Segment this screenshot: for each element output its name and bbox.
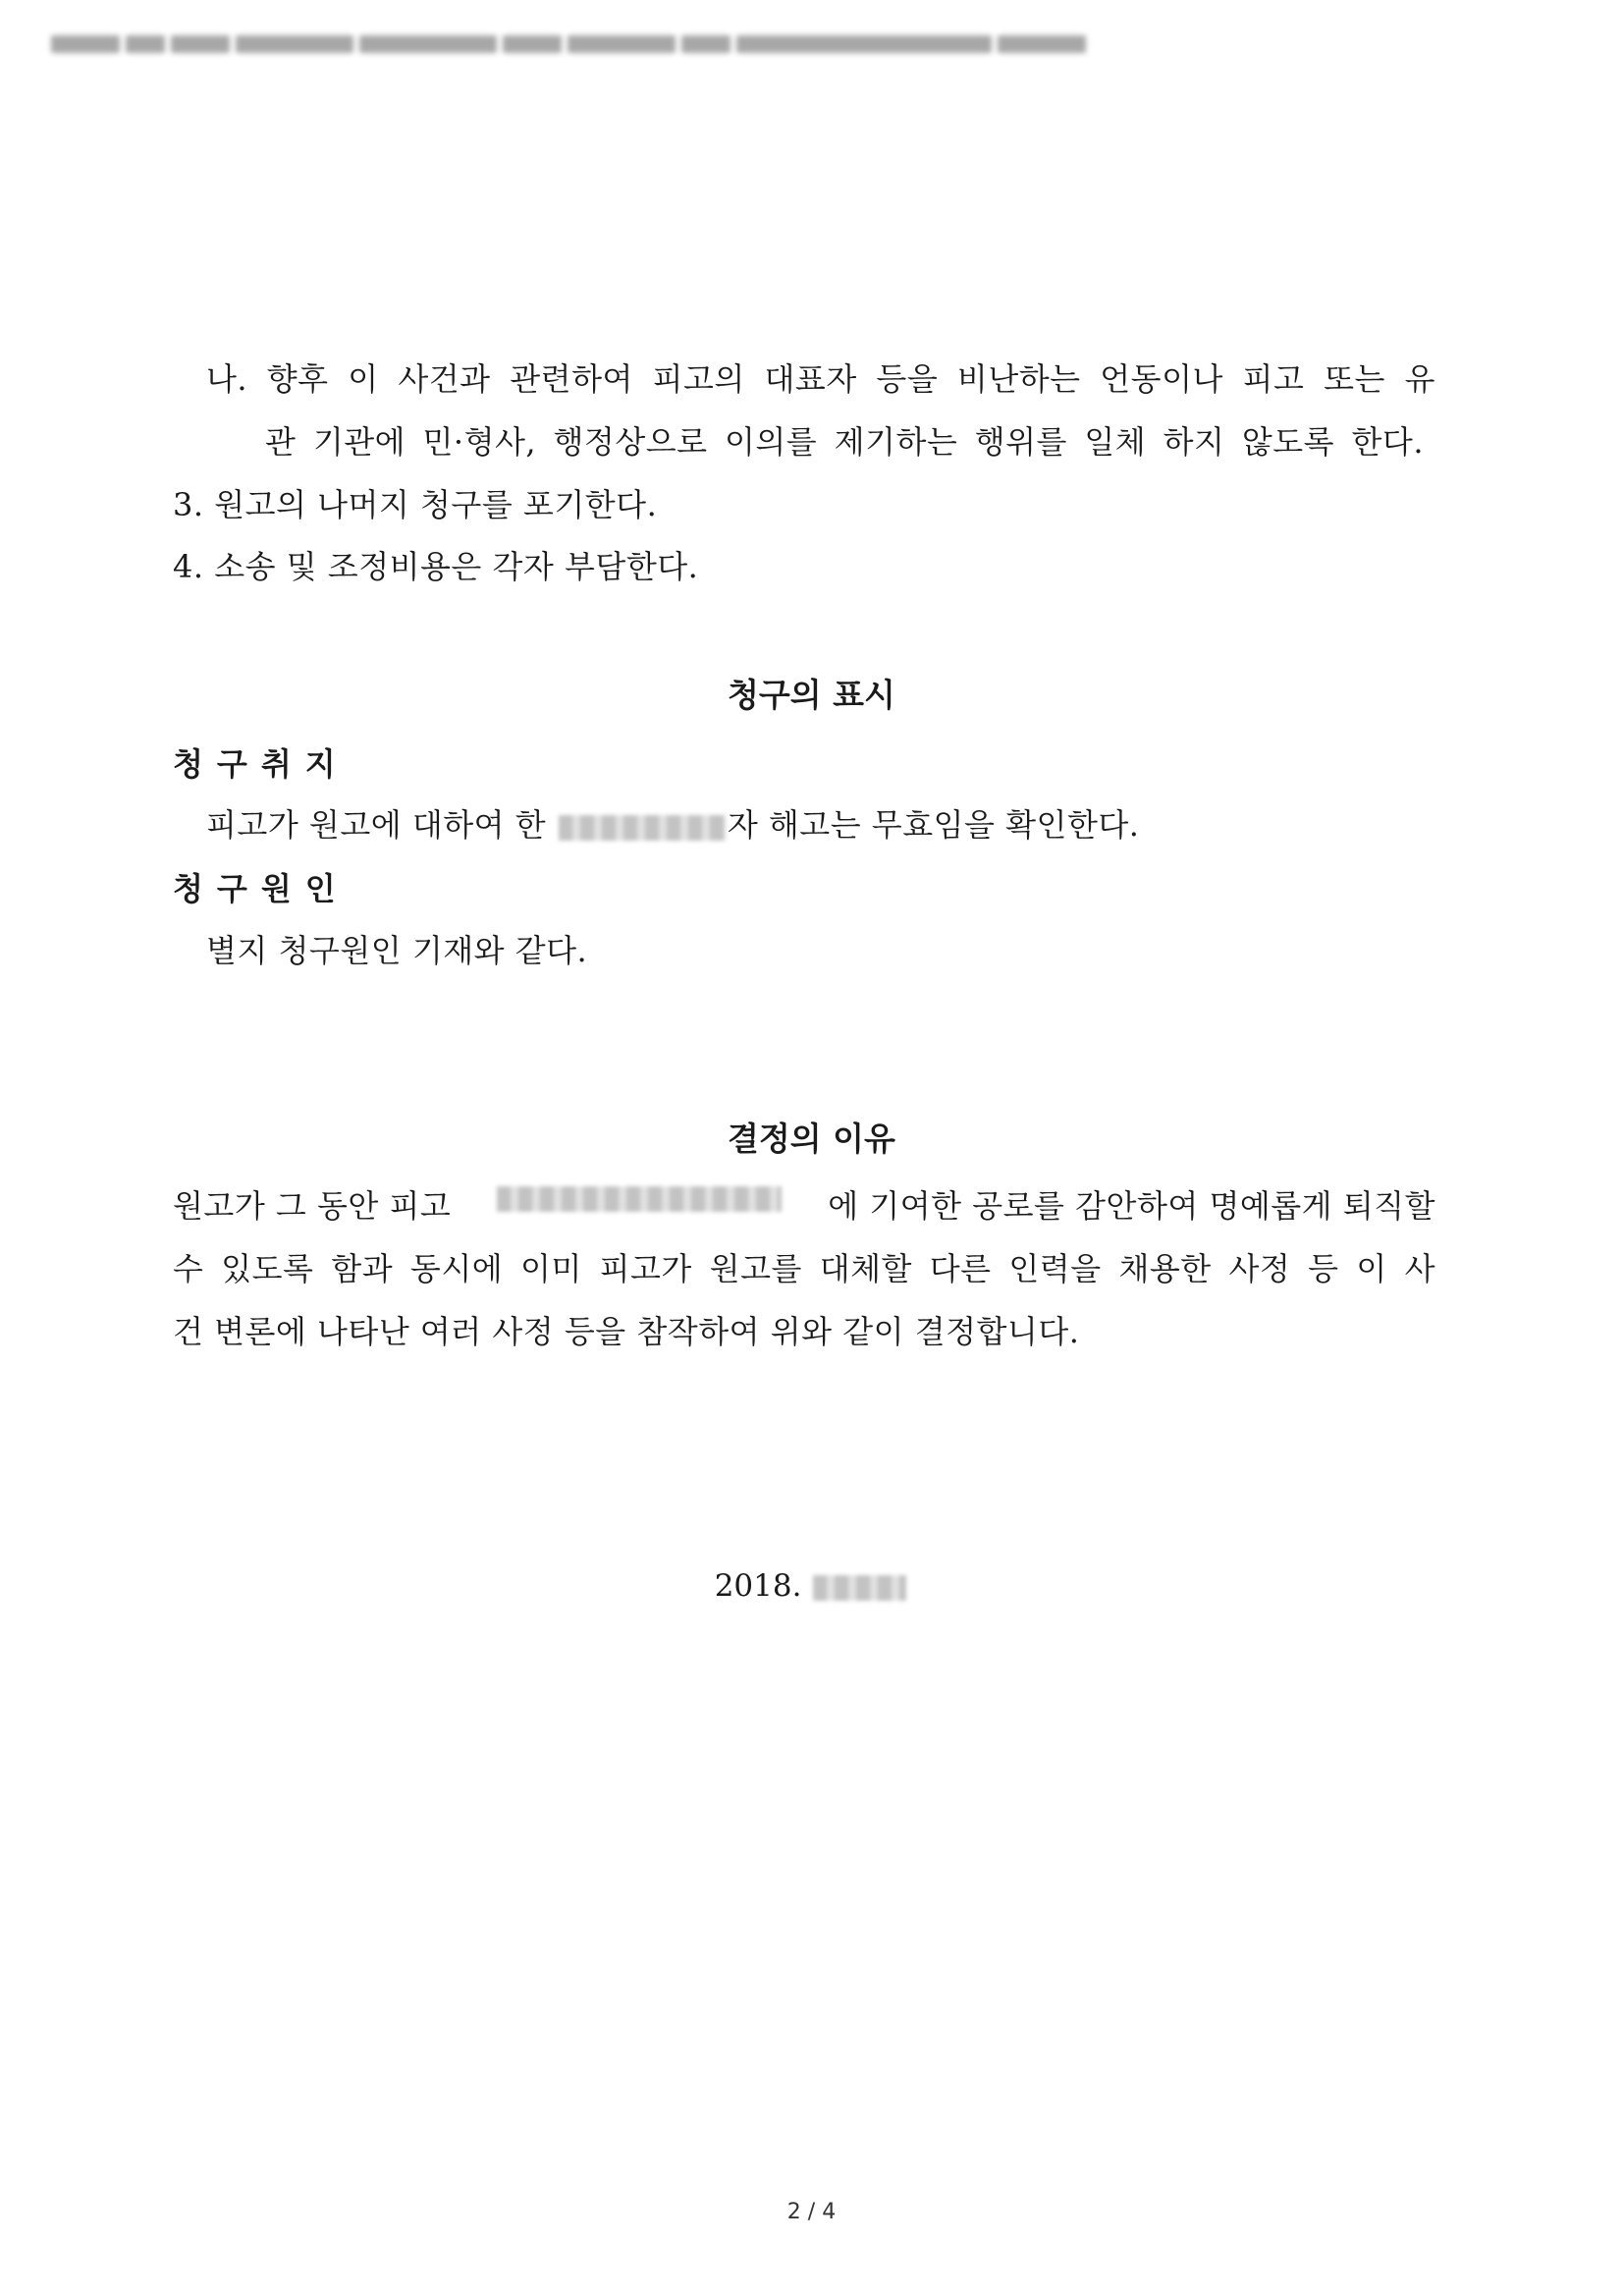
claim-purpose-text-before: 피고가 원고에 대하여 한	[206, 806, 547, 844]
redacted-date-month-day	[813, 1575, 906, 1601]
reason-line1-before: 원고가 그 동안 피고	[173, 1187, 452, 1225]
claim-cause-heading: 청구원인	[173, 870, 350, 907]
redacted-dismissal-date	[559, 815, 726, 841]
claim-section-title: 청구의 표시	[728, 676, 895, 714]
decision-item-na-line1: 나. 향후 이 사건과 관련하여 피고의 대표자 등을 비난하는 언동이나 피고 또는 유	[206, 360, 1435, 398]
redacted-header	[51, 27, 1239, 61]
reason-line1	[173, 1186, 1435, 1226]
claim-cause-text: 별지 청구원인 기재와 같다.	[206, 932, 588, 969]
reason-line3: 건 변론에 나타난 여러 사정 등을 참작하여 위와 같이 결정합니다.	[173, 1313, 1080, 1350]
claim-purpose-text-after: 자 해고는 무효임을 확인한다.	[727, 806, 1140, 844]
redacted-defendant-name	[497, 1186, 782, 1212]
decision-item-3: 3. 원고의 나머지 청구를 포기한다.	[173, 486, 658, 523]
reason-section-title: 결정의 이유	[728, 1120, 895, 1158]
decision-item-na-line2: 관 기관에 민·형사, 행정상으로 이의를 제기하는 행위를 일체 하지 않도록 한다.	[265, 423, 1424, 461]
claim-purpose-text	[206, 805, 1139, 845]
reason-line2: 수 있도록 함과 동시에 이미 피고가 원고를 대체할 다른 인력을 채용한 사정 등 이 사	[173, 1250, 1435, 1287]
decision-date-year: 2018.	[714, 1568, 802, 1604]
decision-date	[0, 1566, 1623, 1606]
page-number: 2 / 4	[786, 2200, 837, 2224]
decision-item-4: 4. 소송 및 조정비용은 각자 부담한다.	[173, 548, 699, 585]
reason-line1-after: 에 기여한 공로를 감안하여 명예롭게 퇴직할	[828, 1187, 1435, 1225]
claim-purpose-heading: 청구취지	[173, 745, 350, 783]
